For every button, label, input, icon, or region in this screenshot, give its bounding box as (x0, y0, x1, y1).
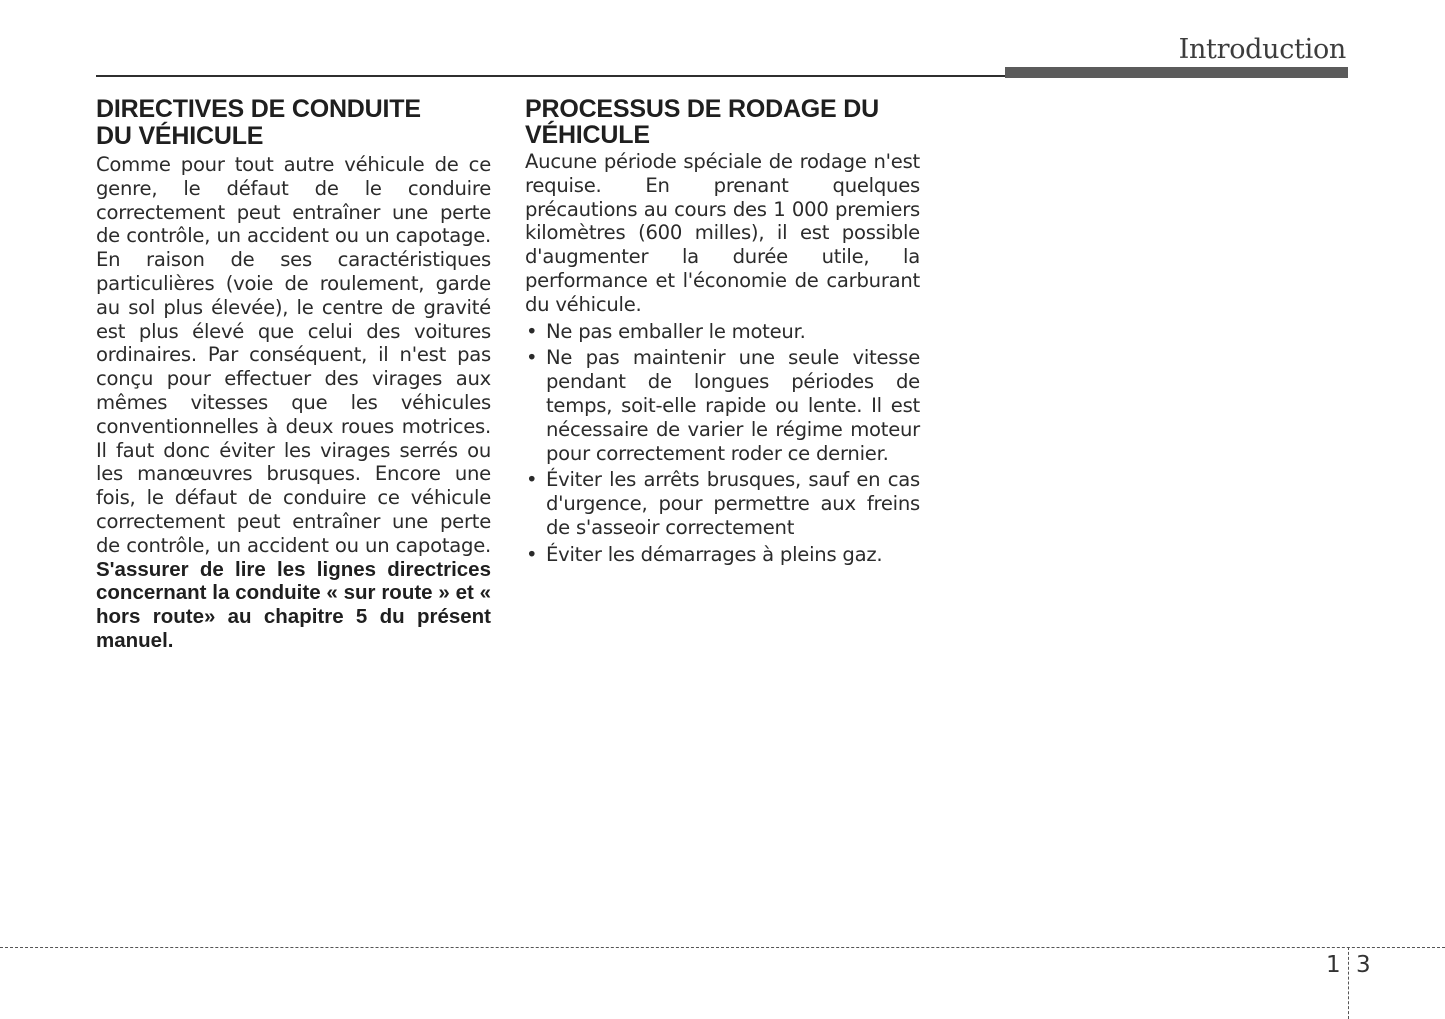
heading-line: PROCESSUS DE RODAGE DU (525, 95, 879, 123)
page-number: 3 (1356, 952, 1371, 978)
header-rule-accent (1005, 67, 1348, 78)
footer-page-divider (1348, 947, 1349, 1019)
heading-line: DU VÉHICULE (96, 122, 264, 150)
driving-body-text: Comme pour tout autre véhicule de ce genre, le défaut de le conduire correctement peut entraîner une perte de contrôle, un accident ou un capotage. En raison de ses caractéristiques particulières (voie de roulement, garde au sol plus élevée), le centre de gravité est plus élevé que celui des voitures ordinaires. Par conséquent, il n'est pas conçu pour effectuer des virages aux mêmes vitesses que les véhicules conventionnelles à deux roues motrices. Il faut donc éviter les virages serrés ou les manœuvres brusques. Encore une fois, le défaut de conduire ce véhicule correctement peut entraîner une perte de contrôle, un accident ou un capotage. (96, 153, 491, 557)
bullet-icon: • (526, 319, 538, 343)
list-item (525, 346, 920, 465)
right-column (525, 96, 920, 570)
bullet-icon: • (526, 468, 538, 492)
bullet-icon: • (526, 346, 538, 370)
bullet-icon: • (526, 542, 538, 566)
left-column (96, 96, 491, 653)
section-heading-driving (96, 96, 491, 150)
break-in-paragraph: Aucune période spéciale de rodage n'est requise. En prenant quelques précautions au cours des 1 000 premiers kilomètres (600 milles), il est possible d'augmenter la durée utile, la performance et l'économie de carburant du véhicule. (525, 150, 920, 316)
list-item-text: Éviter les arrêts brusques, sauf en cas d'urgence, pour permettre aux freins de s'asseoir correctement (546, 468, 920, 539)
driving-paragraph (96, 153, 491, 653)
list-item (525, 468, 920, 539)
list-item-text: Ne pas maintenir une seule vitesse pendant de longues périodes de temps, soit-elle rapide ou lente. Il est nécessaire de varier le régime moteur pour correctement roder ce dernier. (546, 346, 920, 465)
heading-line: DIRECTIVES DE CONDUITE (96, 95, 421, 123)
heading-line: VÉHICULE (525, 121, 650, 149)
list-item (525, 543, 920, 567)
header-rule (96, 75, 1006, 77)
list-item-text: Ne pas emballer le moteur. (546, 319, 806, 343)
chapter-title: Introduction (1178, 34, 1346, 65)
footer-divider (0, 947, 1445, 948)
break-in-list (525, 320, 920, 567)
driving-warning-note: S'assurer de lire les lignes directrices concernant la conduite « sur route » et « hors route» au chapitre 5 du présent manuel. (96, 557, 491, 652)
list-item (525, 320, 920, 344)
section-heading-break-in (525, 96, 920, 148)
list-item-text: Éviter les démarrages à pleins gaz. (546, 542, 883, 566)
chapter-number: 1 (1326, 952, 1341, 978)
